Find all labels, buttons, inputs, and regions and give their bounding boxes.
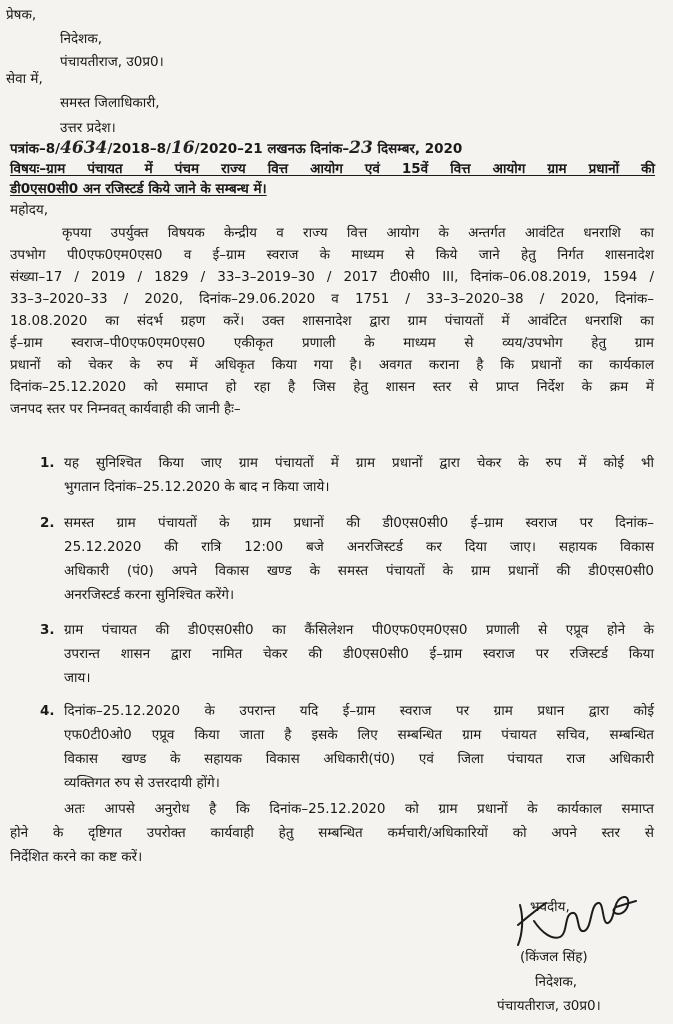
point-line: 25.12.2020 की रात्रि 12:00 बजे अनरजिस्टर्ड कर दिया जाए। सहायक विकास (64, 539, 654, 555)
signatory-title: निदेशक, (535, 974, 577, 990)
ref-prefix: पत्रांक–8/ (10, 141, 61, 157)
point-line: समस्त ग्राम पंचायतों के ग्राम प्रधानों की डी0एस0सी0 ई–ग्राम स्वराज पर दिनांक– (64, 515, 654, 531)
sender-label: प्रेषक, (6, 7, 37, 23)
sender-dept: पंचायतीराज, उ0प्र0। (60, 54, 164, 70)
ref-date-tail: दिसम्बर, 2020 (372, 141, 463, 157)
point-line: उपरान्त शासन द्वारा नामित चेकर की डी0एस0सी0 ई–ग्राम स्वराज पर रजिस्टर्ड किया (64, 646, 654, 662)
point-number: 1. (40, 455, 55, 471)
point-line: यह सुनिश्चित किया जाए ग्राम पंचायतों में ग्राम प्रधानों द्वारा चेकर के रुप में कोई भी (64, 455, 654, 471)
ref-handwritten-number: 4634 (60, 138, 108, 158)
subject-line-2: डी0एस0सी0 अन रजिस्टर्ड किये जाने के सम्बन्ध में। (10, 181, 267, 197)
point-line: जाय। (64, 670, 91, 686)
sender-name: निदेशक, (60, 31, 102, 47)
yours-faithfully: भवदीय, (530, 899, 570, 915)
ref-handwritten-number-2: 16 (170, 138, 195, 158)
body-line: 18.08.2020 का संदर्भ ग्रहण करें। उक्त शासनादेश द्वारा ग्राम पंचायतों में आवंटित धनराशि का (10, 313, 654, 329)
ref-suffix: /2020–21 लखनऊ दिनांक– (194, 141, 350, 157)
signature-icon (512, 885, 642, 955)
salutation: महोदय, (10, 202, 49, 218)
point-number: 4. (40, 703, 55, 719)
signatory-name: (किंजल सिंह) (520, 949, 588, 965)
closing-line: अतः आपसे अनुरोध है कि दिनांक–25.12.2020 को ग्राम प्रधानों के कार्यकाल समाप्त (64, 801, 654, 817)
body-line: जनपद स्तर पर निम्नवत् कार्यवाही की जानी हैः– (10, 401, 241, 417)
body-line: कृपया उपर्युक्त विषयक केन्द्रीय व राज्य वित्त आयोग के अन्तर्गत आवंटित धनराशि का (62, 225, 654, 241)
recipient-state: उत्तर प्रदेश। (60, 120, 116, 136)
point-number: 2. (40, 515, 55, 531)
closing-line: होने के दृष्टिगत उपरोक्त कार्यवाही हेतु सम्बन्धित कर्मचारी/अधिकारियों को अपने स्तर से (10, 825, 654, 841)
body-line: 33–3–2020–33 / 2020, दिनांक–29.06.2020 व 1751 / 33–3–2020–38 / 2020, दिनांक– (10, 291, 654, 307)
reference-line (10, 139, 462, 159)
point-line: ग्राम पंचायत की डी0एस0सी0 का कैंसिलेशन पी0एफ0एम0एस0 प्रणाली से एप्रूव होने के (64, 622, 654, 638)
signatory-dept: पंचायतीराज, उ0प्र0। (497, 998, 601, 1014)
ref-mid: /2018–8/ (107, 141, 171, 157)
point-line: दिनांक–25.12.2020 के उपरान्त यदि ई–ग्राम स्वराज पर ग्राम प्रधान द्वारा कोई (64, 703, 654, 719)
body-line: दिनांक–25.12.2020 को समाप्त हो रहा है जिस हेतु शासन स्तर से प्राप्त निर्देश के क्रम में (10, 379, 654, 395)
point-line: एफ0टी0ओ0 एप्रूव किया जाता है इसके लिए सम्बन्धित ग्राम पंचायत सचिव, सम्बन्धित (64, 727, 654, 743)
point-line: अनरजिस्टर्ड करना सुनिश्चित करेंगे। (64, 587, 235, 603)
point-line: अधिकारी (पं0) अपने विकास खण्ड के समस्त पंचायतों के ग्राम प्रधानों की डी0एस0सी0 (64, 563, 654, 579)
recipient-label: सेवा में, (6, 71, 43, 87)
point-number: 3. (40, 622, 55, 638)
subject-line-1: विषयः–ग्राम पंचायत में पंचम राज्य वित्त आयोग एवं 15वें वित्त आयोग ग्राम प्रधानों की (10, 161, 655, 177)
point-line: विकास खण्ड के सहायक विकास अधिकारी(पं0) एवं जिला पंचायत राज अधिकारी (64, 751, 654, 767)
body-line: प्रधानों को चेकर के रुप में अधिकृत किया गया है। अवगत कराना है कि प्रधानों का कार्यकाल (10, 357, 654, 373)
body-line: ई–ग्राम स्वराज–पी0एफ0एम0एस0 एकीकृत प्रणाली के माध्यम से व्यय/उपभोग हेतु ग्राम (10, 335, 654, 351)
point-line: भुगतान दिनांक–25.12.2020 के बाद न किया जाये। (64, 479, 330, 495)
recipient-name: समस्त जिलाधिकारी, (60, 95, 160, 111)
point-line: व्यक्तिगत रुप से उत्तरदायी होंगे। (64, 775, 220, 791)
body-line: संख्या–17 / 2019 / 1829 / 33–3–2019–30 / 2017 टी0सी0 III, दिनांक–06.08.2019, 1594 / (10, 269, 654, 285)
closing-line: निर्देशित करने का कष्ट करें। (10, 849, 143, 865)
ref-handwritten-day: 23 (349, 138, 373, 158)
body-line: उपभोग पी0एफ0एम0एस0 व ई–ग्राम स्वराज के माध्यम से किये जाने हेतु निर्गत शासनादेश (10, 247, 654, 263)
